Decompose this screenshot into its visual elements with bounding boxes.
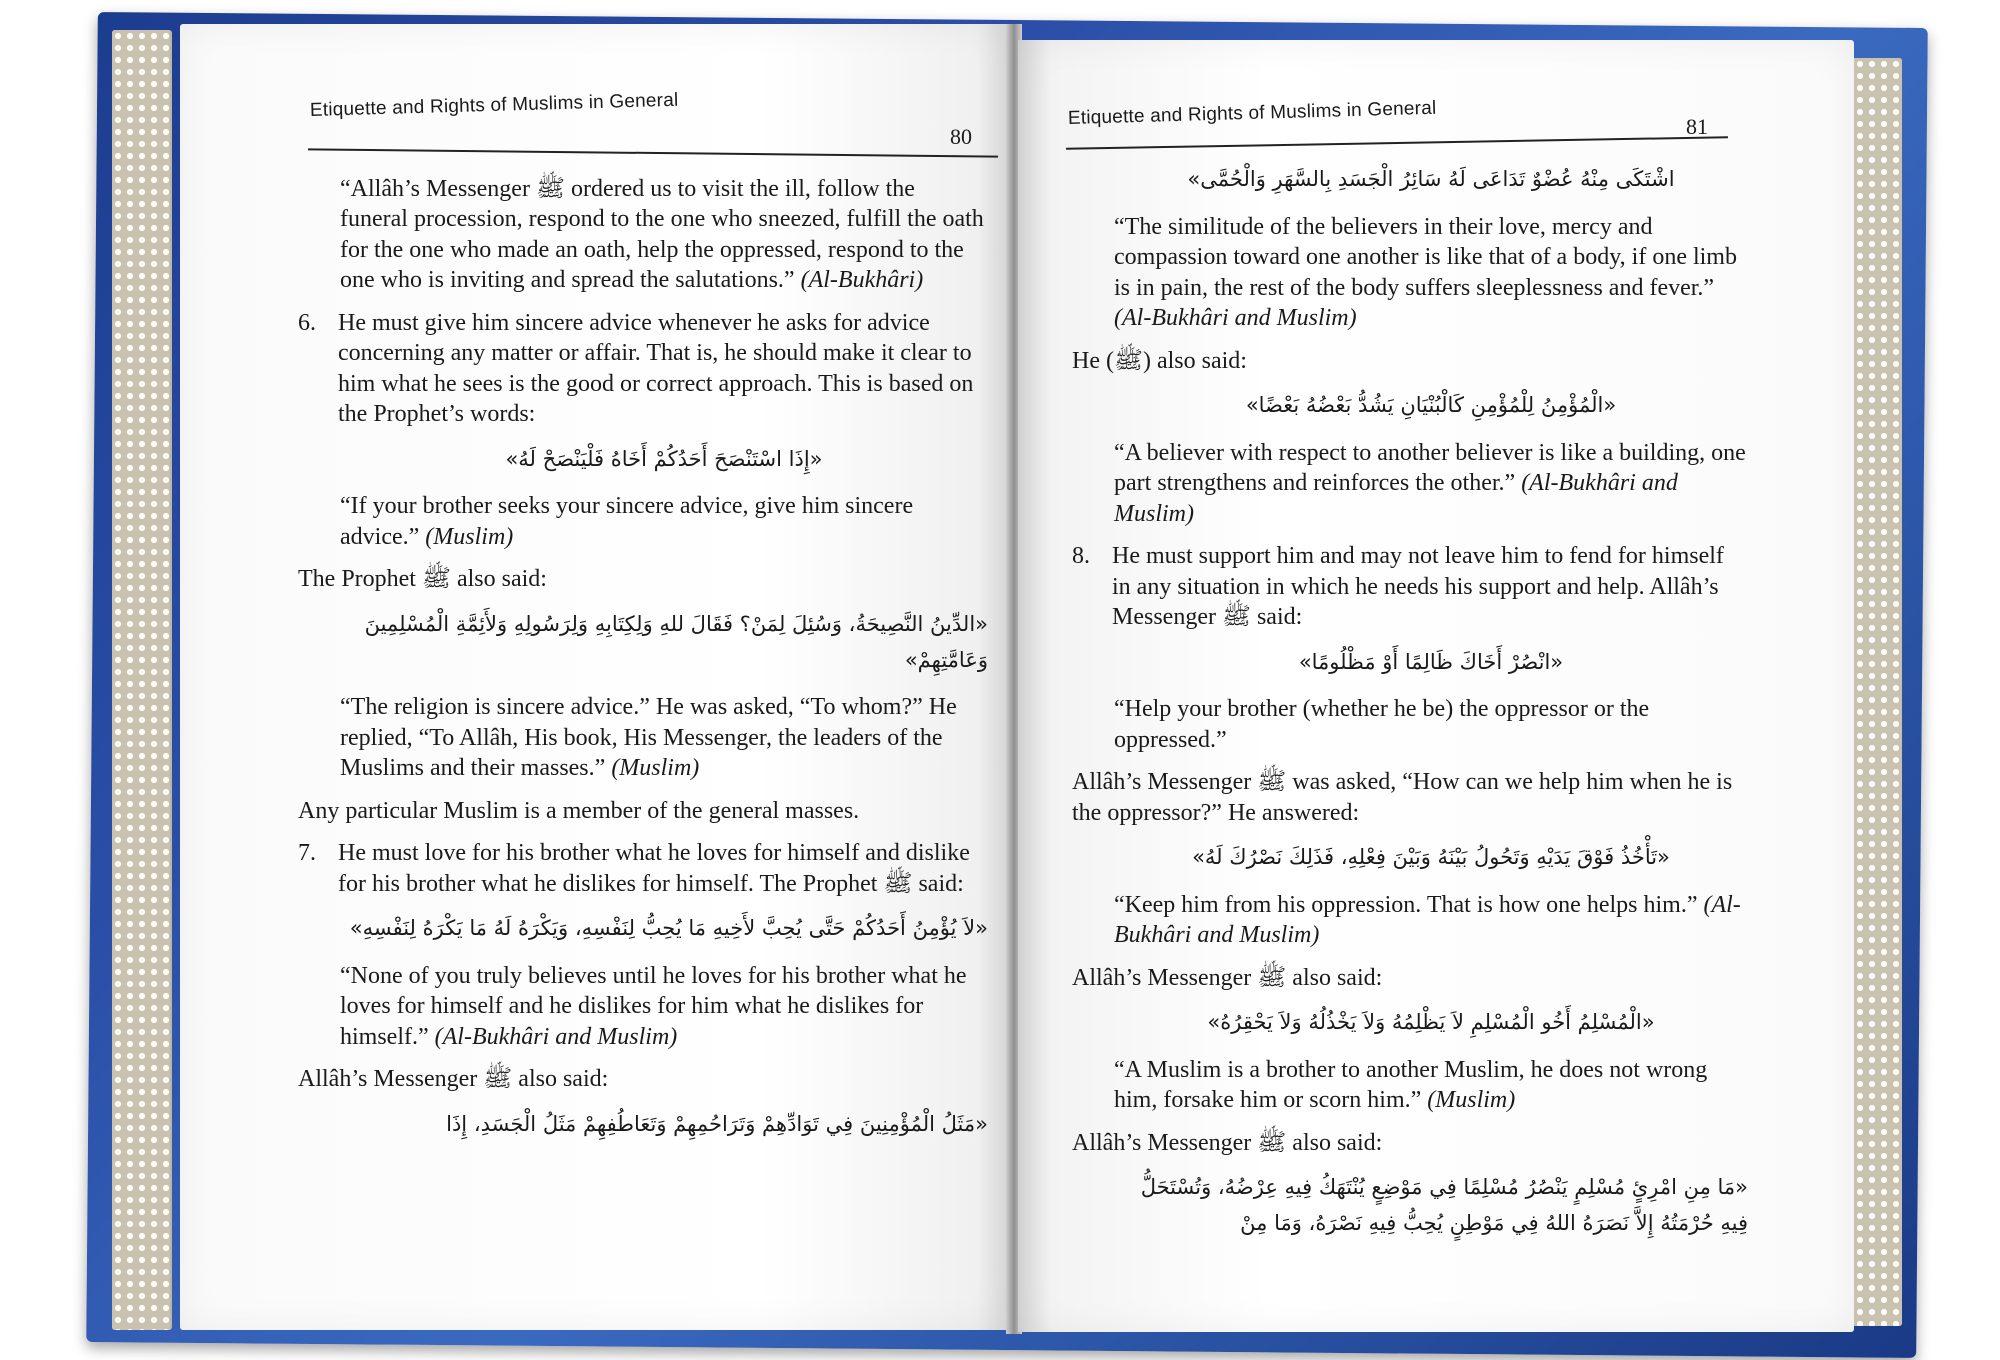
translation-r0: “The similitude of the believers in their love, mercy and compassion toward one another is like that of a body, if one limb is in pain, the rest of the body suffers sleeplessness and fever.” (Al-Bukhâri and Muslim) xyxy=(1114,213,1737,332)
hadith-visit-ill: “Allâh’s Messenger ﷺ ordered us to visit the ill, follow the funeral procession, respond to the one who sneezed, fulfill the oath for the one who made an oath, help the oppressed, respond to the one who is inviting and spread the salutations.” (Al-Bukhâri) xyxy=(340,176,984,294)
right-page-text xyxy=(1072,158,1748,1256)
arabic-text-r3: «تَأْخُذُ فَوْقَ يَدَيْهِ وَتَحُولُ بَيْنَهُ وَبَيْنَ فِعْلِهِ، فَذَلِكَ نَصْرُكَ لَهُ» xyxy=(1192,845,1670,870)
running-head-left: Etiquette and Rights of Muslims in General xyxy=(309,89,679,121)
arabic-text-r1: «الْمُؤْمِنُ لِلْمُؤْمِنِ كَالْبُنْيَانِ يَشُدُّ بَعْضُهُ بَعْضًا» xyxy=(1245,393,1617,418)
translation-r1: “A believer with respect to another believer is like a building, one part strengthens and reinforces the other.” (Al-Bukhâri and Muslim) xyxy=(1114,439,1746,527)
translation-2: “The religion is sincere advice.” He was asked, “To whom?” He replied, “To Allâh, His book, His Messenger, the leaders of the Muslims and their masses.” (Muslim) xyxy=(340,694,957,782)
item-8: 8. He must support him and may not leave him to fend for himself in any situation in which he needs his support and help. Allâh’s Messenger ﷺ said: xyxy=(1072,543,1724,631)
prophet-also-said: The Prophet ﷺ also said: xyxy=(298,566,547,593)
arabic-text-2: «الدِّينُ النَّصِيحَةُ، وَسُئِلَ لِمَنْ؟ فَقَالَ للهِ وَلِكِتَابِهِ وَلِرَسُولِهِ وَلأَئِمَّةِ الْمُسْلِمِينَ وَعَامَّتِهِمْ» xyxy=(364,611,988,672)
page-edges-right xyxy=(1852,58,1902,1326)
translation-r4: “A Muslim is a brother to another Muslim, he does not wrong him, forsake him or scorn him.” (Muslim) xyxy=(1114,1056,1708,1114)
arabic-text-r0: اشْتَكَى مِنْهُ عُضْوٌ تَدَاعَى لَهُ سَائِرُ الْجَسَدِ بِالسَّهَرِ وَالْحُمَّى» xyxy=(1187,167,1675,191)
running-head-right: Etiquette and Rights of Muslims in General xyxy=(1067,97,1437,129)
messenger-also-said-1: Allâh’s Messenger ﷺ also said: xyxy=(1072,964,1383,991)
translation-3: “None of you truly believes until he loves for his brother what he loves for himself and he dislikes for him what he dislikes for himself.” (Al-Bukhâri and Muslim) xyxy=(340,962,967,1050)
item-7: 7. He must love for his brother what he loves for himself and dislike for his brother what he dislikes for himself. The Prophet ﷺ said: xyxy=(298,840,970,897)
right-page xyxy=(1018,40,1854,1332)
page-number-right: 81 xyxy=(1686,114,1708,139)
arabic-text-r2: «انْصُرْ أَخَاكَ ظَالِمًا أَوْ مَظْلُومًا» xyxy=(1298,649,1564,674)
messenger-also-said: Allâh’s Messenger ﷺ also said: xyxy=(298,1066,609,1093)
arabic-text-3: «لاَ يُؤْمِنُ أَحَدُكُمْ حَتَّى يُحِبَّ لأَخِيهِ مَا يُحِبُّ لِنَفْسِهِ، وَيَكْرَهُ لَهُ مَا يَكْرَهُ لِنَفْسِهِ» xyxy=(349,916,988,941)
header-rule-left xyxy=(308,148,998,157)
arabic-text-r5: «مَا مِنِ امْرِئٍ مُسْلِمٍ يَنْصُرُ مُسْلِمًا فِي مَوْضِعٍ يُنْتَهَكُ فِيهِ عِرْضُهُ، وَتُسْتَحَلُّ فِيهِ حُرْمَتُهُ إِلاَّ نَصَرَهُ اللهُ فِي مَوْطِنٍ يُحِبُّ فِيهِ نَصْرَهُ، وَمَا مِنْ xyxy=(1140,1175,1748,1235)
general-masses-note: Any particular Muslim is a member of the general masses. xyxy=(298,797,860,824)
arabic-text-4: «مَثَلُ الْمُؤْمِنِينَ فِي تَوَادِّهِمْ وَتَرَاحُمِهِمْ وَتَعَاطُفِهِمْ مَثَلُ الْجَسَدِ، إِذَا xyxy=(446,1111,988,1136)
left-page xyxy=(180,24,1010,1330)
he-also-said: He (ﷺ) also said: xyxy=(1072,347,1247,374)
left-page-text xyxy=(298,174,988,1156)
arabic-text-1: «إِذَا اسْتَنْصَحَ أَحَدُكُمْ أَخَاهُ فَلْيَنْصَحْ لَهُ» xyxy=(505,446,823,471)
translation-r3: “Keep him from his oppression. That is how one helps him.” (Al-Bukhâri and Muslim) xyxy=(1114,891,1741,949)
translation-r2: “Help your brother (whether he be) the oppressor or the oppressed.” xyxy=(1114,696,1650,753)
messenger-was-asked: Allâh’s Messenger ﷺ was asked, “How can we help him when he is the oppressor?” He answered: xyxy=(1072,769,1733,826)
header-rule-right xyxy=(1066,136,1728,150)
page-number-left: 80 xyxy=(950,124,972,149)
page-edges-left xyxy=(112,30,172,1330)
messenger-also-said-2: Allâh’s Messenger ﷺ also said: xyxy=(1072,1129,1383,1156)
item-6: 6. He must give him sincere advice whenever he asks for advice concerning any matter or affair. That is, he should make it clear to him what he sees is the good or correct approach. This is based on the Prophet’s words: xyxy=(298,309,974,428)
arabic-text-r4: «الْمُسْلِمُ أَخُو الْمُسْلِمِ لاَ يَظْلِمُهُ وَلاَ يَخْذُلُهُ وَلاَ يَحْقِرُهُ» xyxy=(1207,1010,1655,1035)
translation-1: “If your brother seeks your sincere advice, give him sincere advice.” (Muslim) xyxy=(340,493,914,550)
